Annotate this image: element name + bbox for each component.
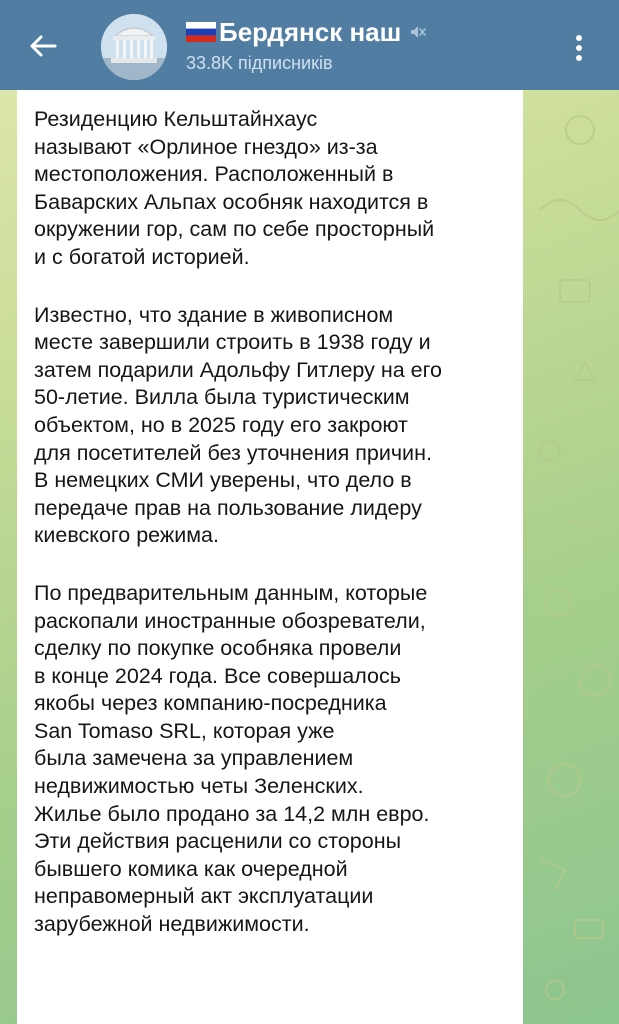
message-paragraph: Резиденцию Кельштайнхаус называют «Орлиное гнездо» из-за местоположения. Расположенный в Баварских Альпах особняк находится в окружении гор, сам по себе просторный и с богатой историей. <box>34 107 435 269</box>
back-button[interactable] <box>22 25 64 67</box>
muted-speaker-icon <box>409 23 427 41</box>
arrow-left-icon <box>29 34 57 58</box>
title-row <box>186 15 516 49</box>
channel-avatar[interactable] <box>101 14 167 80</box>
message-paragraph: Известно, что здание в живописном месте завершили строить в 1938 году и затем подарили Адольфу Гитлеру на его 50-летие. Вилла была туристическим объектом, но в 2025 году его закроют для посетителей без уточнения причин. В немецких СМИ уверены, что дело в передаче прав на пользование лидеру киевского режима. <box>34 302 442 548</box>
chat-header <box>0 0 619 90</box>
subscriber-count: 33.8K підписників <box>186 53 333 73</box>
russian-flag-icon <box>186 22 216 42</box>
channel-info[interactable] <box>186 15 516 75</box>
wallpaper-doodles <box>520 90 619 1024</box>
rotunda-image <box>101 14 167 80</box>
channel-title: Бердянск наш <box>219 17 402 47</box>
message-paragraph: По предварительным данным, которые раскопали иностранные обозреватели, сделку по покупке особняка провели в конце 2024 года. Все совершалось якобы через компанию-посредника San Tomaso SRL, которая уже была замечена за управлением недвижимостью четы Зеленских. Жилье было продано за 14,2 млн евро. Эти действия расценили со стороны бывшего комика как очередной неправомерный акт эксплуатации зарубежной недвижимости. <box>34 580 430 937</box>
more-menu-button[interactable] <box>566 28 592 68</box>
more-vertical-icon <box>575 34 583 62</box>
message-bubble <box>17 90 523 1024</box>
